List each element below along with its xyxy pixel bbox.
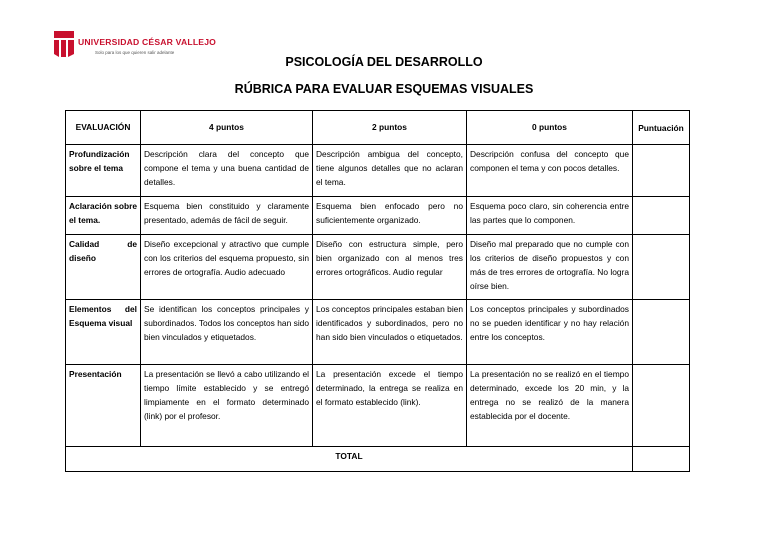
score-cell[interactable] xyxy=(633,145,690,197)
two-points-cell: Descripción ambigua del concepto, tiene algunos detalles que no aclaran el tema. xyxy=(313,145,467,197)
four-points-cell: Esquema bien constituido y claramente presentado, además de fácil de seguir. xyxy=(141,197,313,235)
criterion-cell: Profundización sobre el tema xyxy=(66,145,141,197)
total-row xyxy=(66,447,690,472)
zero-points-cell: Descripción confusa del concepto que componen el tema y con pocos detalles. xyxy=(467,145,633,197)
zero-points-cell: Diseño mal preparado que no cumple con los criterios de diseño propuestos y con más de tres errores de ortografía. No logra oírse bien. xyxy=(467,235,633,300)
total-label: TOTAL xyxy=(66,447,633,472)
criterion-cell: Calidad de diseño xyxy=(66,235,141,300)
zero-points-cell: La presentación no se realizó en el tiempo determinado, excede los 20 min, y la entrega no se realizó de la manera establecida por el docente. xyxy=(467,365,633,447)
criterion-cell: Presentación xyxy=(66,365,141,447)
table-header-row xyxy=(66,111,690,145)
two-points-cell: La presentación excede el tiempo determinado, la entrega se realiza en el formato establecido (link). xyxy=(313,365,467,447)
score-cell[interactable] xyxy=(633,197,690,235)
four-points-cell: Descripción clara del concepto que compone el tema y una buena cantidad de detalles. xyxy=(141,145,313,197)
zero-points-cell: Esquema poco claro, sin coherencia entre las partes que lo componen. xyxy=(467,197,633,235)
header-2-puntos: 2 puntos xyxy=(313,111,467,145)
table-row xyxy=(66,145,690,197)
two-points-cell: Diseño con estructura simple, pero bien organizado con al menos tres errores ortográficos. Audio regular xyxy=(313,235,467,300)
table-row xyxy=(66,197,690,235)
header-puntuacion: Puntuación xyxy=(633,111,690,145)
score-cell[interactable] xyxy=(633,235,690,300)
two-points-cell: Los conceptos principales estaban bien identificados y subordinados, pero no han sido bien vinculados o etiquetados. xyxy=(313,300,467,365)
rubric-table xyxy=(65,110,690,472)
document-title: PSICOLOGÍA DEL DESARROLLO xyxy=(285,55,483,69)
criterion-cell: Elementos del Esquema visual xyxy=(66,300,141,365)
university-shield-icon xyxy=(53,30,75,58)
header-4-puntos: 4 puntos xyxy=(141,111,313,145)
two-points-cell: Esquema bien enfocado pero no suficientemente organizado. xyxy=(313,197,467,235)
four-points-cell: Diseño excepcional y atractivo que cumple con los criterios del esquema propuesto, sin errores de ortografía. Audio adecuado xyxy=(141,235,313,300)
table-row xyxy=(66,235,690,300)
zero-points-cell: Los conceptos principales y subordinados no se pueden identificar y no hay relación entre los conceptos. xyxy=(467,300,633,365)
total-score-cell[interactable] xyxy=(633,447,690,472)
logo-tagline: Solo para los que quieren salir adelante xyxy=(95,50,175,55)
document-subtitle: RÚBRICA PARA EVALUAR ESQUEMAS VISUALES xyxy=(234,82,534,96)
table-row xyxy=(66,300,690,365)
four-points-cell: La presentación se llevó a cabo utilizando el tiempo límite establecido y se entregó limpiamente en el formato determinado (link) por el profesor. xyxy=(141,365,313,447)
header-evaluacion: EVALUACIÓN xyxy=(66,111,141,145)
score-cell[interactable] xyxy=(633,300,690,365)
table-row xyxy=(66,365,690,447)
four-points-cell: Se identifican los conceptos principales y subordinados. Todos los conceptos han sido bien vinculados y etiquetados. xyxy=(141,300,313,365)
score-cell[interactable] xyxy=(633,365,690,447)
header-0-puntos: 0 puntos xyxy=(467,111,633,145)
criterion-cell: Aclaración sobre el tema. xyxy=(66,197,141,235)
logo-name: UNIVERSIDAD CÉSAR VALLEJO xyxy=(78,37,217,47)
